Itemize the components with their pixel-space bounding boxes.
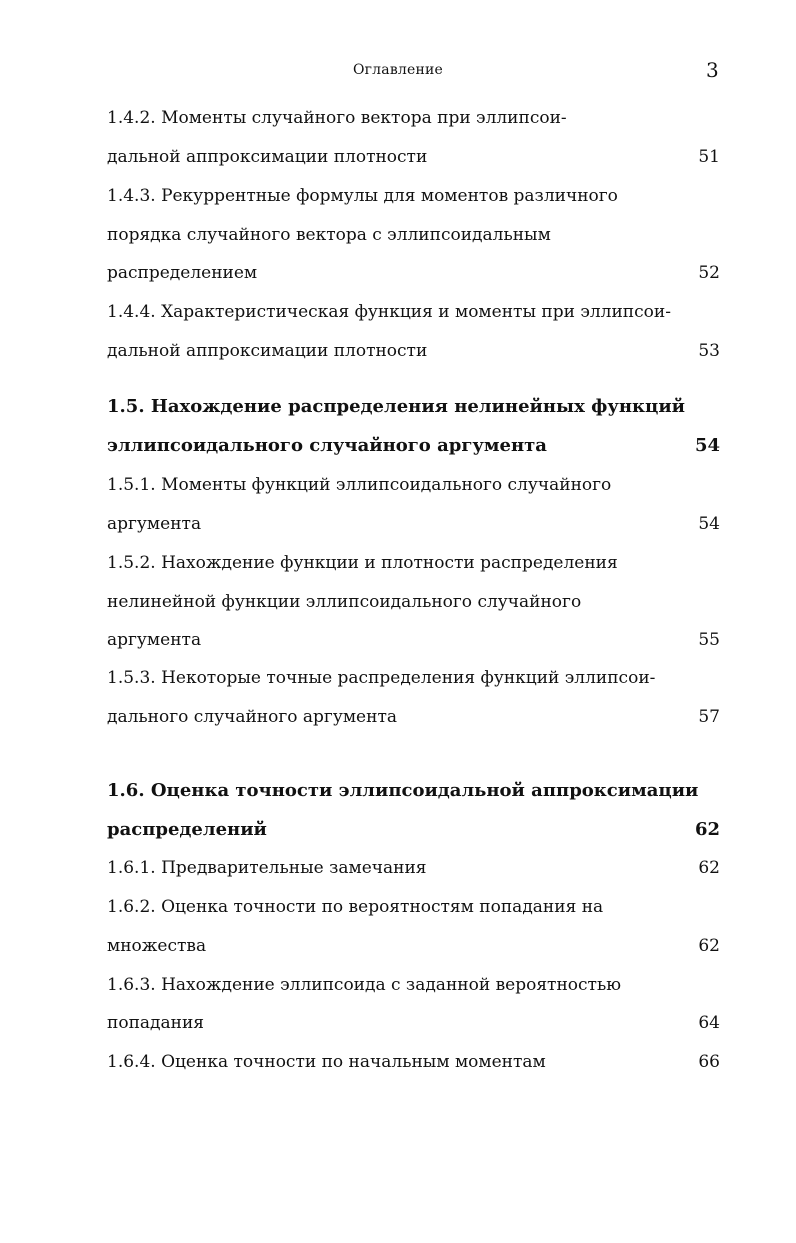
toc-section-title: эллипсоидального случайного аргумента: [107, 435, 547, 456]
toc-line: аргумента: [107, 514, 202, 534]
toc-line: 1.6.4. Оценка точности по начальным моментам: [107, 1052, 546, 1072]
toc-section-title: 1.5. Нахождение распределения нелинейных функций: [107, 396, 686, 417]
toc-page-number: 62: [698, 936, 720, 956]
toc-page-number: 62: [694, 819, 720, 840]
toc-page-number: 52: [698, 263, 720, 283]
toc-page-number: 62: [698, 858, 720, 878]
toc-line: порядка случайного вектора с эллипсоидальным: [107, 225, 551, 245]
toc-page-number: 64: [698, 1013, 720, 1033]
toc-line: 1.4.2. Моменты случайного вектора при эллипсои-: [107, 108, 567, 128]
toc-line: дальной аппроксимации плотности: [107, 341, 428, 361]
toc-line: 1.5.3. Некоторые точные распределения функций эллипсои-: [107, 668, 656, 688]
toc-line: 1.5.1. Моменты функций эллипсоидального случайного: [107, 475, 612, 495]
toc-page-number: 54: [698, 514, 720, 534]
toc-page-number: 55: [698, 630, 720, 650]
toc-line: аргумента: [107, 630, 202, 650]
toc-line: 1.4.3. Рекуррентные формулы для моментов различного: [107, 186, 618, 206]
toc-line: 1.4.4. Характеристическая функция и моменты при эллипсои-: [107, 302, 671, 322]
toc-line: дального случайного аргумента: [107, 707, 397, 727]
toc-line: нелинейной функции эллипсоидального случайного: [107, 592, 582, 612]
toc-line: распределением: [107, 263, 258, 283]
toc-page-number: 53: [698, 341, 720, 361]
toc-section-title: 1.6. Оценка точности эллипсоидальной аппроксимации: [107, 780, 699, 801]
toc-line: 1.6.3. Нахождение эллипсоида с заданной вероятностью: [107, 975, 622, 995]
toc-line: множества: [107, 936, 207, 956]
toc-line: дальной аппроксимации плотности: [107, 147, 428, 167]
toc-page-number: 51: [698, 147, 720, 167]
toc-page-number: 54: [694, 435, 720, 456]
toc-line: 1.6.2. Оценка точности по вероятностям попадания на: [107, 897, 604, 917]
running-title: Оглавление: [352, 62, 444, 78]
toc-line: 1.6.1. Предварительные замечания: [107, 858, 427, 878]
toc-line: попадания: [107, 1013, 205, 1033]
toc-page-number: 66: [698, 1052, 720, 1072]
toc-section-title: распределений: [107, 819, 267, 840]
toc-page-number: 57: [698, 707, 720, 727]
page-number: 3: [706, 58, 719, 82]
toc-line: 1.5.2. Нахождение функции и плотности распределения: [107, 553, 618, 573]
